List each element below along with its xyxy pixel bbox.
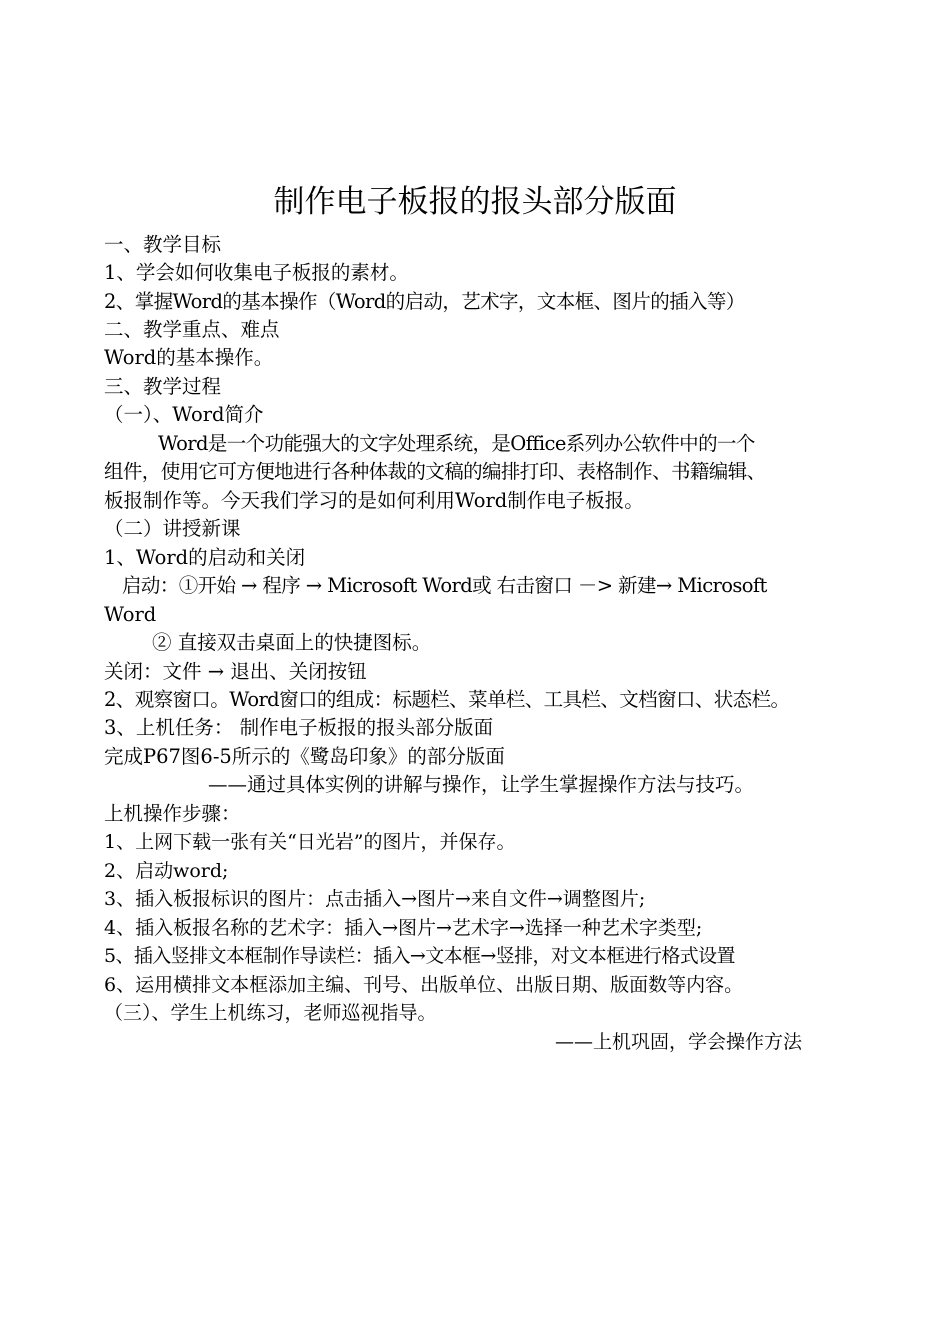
window-observation: 2、观察窗口。Word窗口的组成：标题栏、菜单栏、工具栏、文档窗口、状态栏。: [104, 688, 790, 711]
lab-task-heading: 3、上机任务： 制作电子板报的报头部分版面: [104, 716, 494, 739]
document-title: 制作电子板报的报头部分版面: [273, 184, 677, 220]
paragraph-line: Word是一个功能强大的文字处理系统，是Office系列办公软件中的一个: [158, 432, 755, 455]
lab-task-note: ——通过具体实例的讲解与操作，让学生掌握操作方法与技巧。: [208, 773, 755, 796]
paragraph-line: 组件，使用它可方便地进行各种体裁的文稿的编排打印、表格制作、书籍编辑、: [104, 460, 766, 483]
objective-item-2: 2、掌握Word的基本操作（Word的启动，艺术字，文本框、图片的插入等）: [104, 290, 745, 313]
step-item-4: 4、插入板报名称的艺术字：插入→图片→艺术字→选择一种艺术字类型;: [104, 917, 703, 939]
step-item-6: 6、运用横排文本框添加主编、刊号、出版单位、出版日期、版面数等内容。: [104, 974, 744, 996]
topic-heading-start-close: 1、Word的启动和关闭: [104, 546, 306, 569]
section-heading-process: 三、教学过程: [104, 375, 222, 398]
start-method-line: 启动：①开始 → 程序 → Microsoft Word或 右击窗口 －> 新建→ Microsoft: [122, 574, 767, 597]
step-item-5: 5、插入竖排文本框制作导读栏：插入→文本框→竖排，对文本框进行格式设置: [104, 945, 735, 967]
close-method: 关闭：文件 → 退出、关闭按钮: [104, 660, 367, 683]
step-item-2: 2、启动word;: [104, 860, 229, 882]
key-point-text: Word的基本操作。: [104, 346, 274, 369]
closing-note: ——上机巩固，学会操作方法: [554, 1031, 802, 1053]
objective-item-1: 1、学会如何收集电子板报的素材。: [104, 261, 409, 284]
start-method-2: ② 直接双击桌面上的快捷图标。: [152, 631, 432, 654]
section-heading-key-points: 二、教学重点、难点: [104, 318, 280, 341]
step-item-3: 3、插入板报标识的图片：点击插入→图片→来自文件→调整图片;: [104, 888, 646, 910]
subsection-heading-practice: （三）、学生上机练习，老师巡视指导。: [104, 1002, 437, 1024]
subsection-heading-intro: （一）、Word简介: [104, 403, 264, 426]
subsection-heading-new-lesson: （二）讲授新课: [104, 517, 241, 540]
paragraph-line: 板报制作等。今天我们学习的是如何利用Word制作电子板报。: [104, 489, 644, 512]
step-item-1: 1、上网下载一张有关“日光岩”的图片，并保存。: [104, 831, 516, 853]
lab-task-text: 完成P67图6-5所示的《鹭岛印象》的部分版面: [104, 745, 505, 768]
start-method-line-cont: Word: [104, 603, 157, 626]
steps-heading: 上机操作步骤：: [104, 802, 241, 825]
section-heading-objectives: 一、教学目标: [104, 233, 222, 256]
